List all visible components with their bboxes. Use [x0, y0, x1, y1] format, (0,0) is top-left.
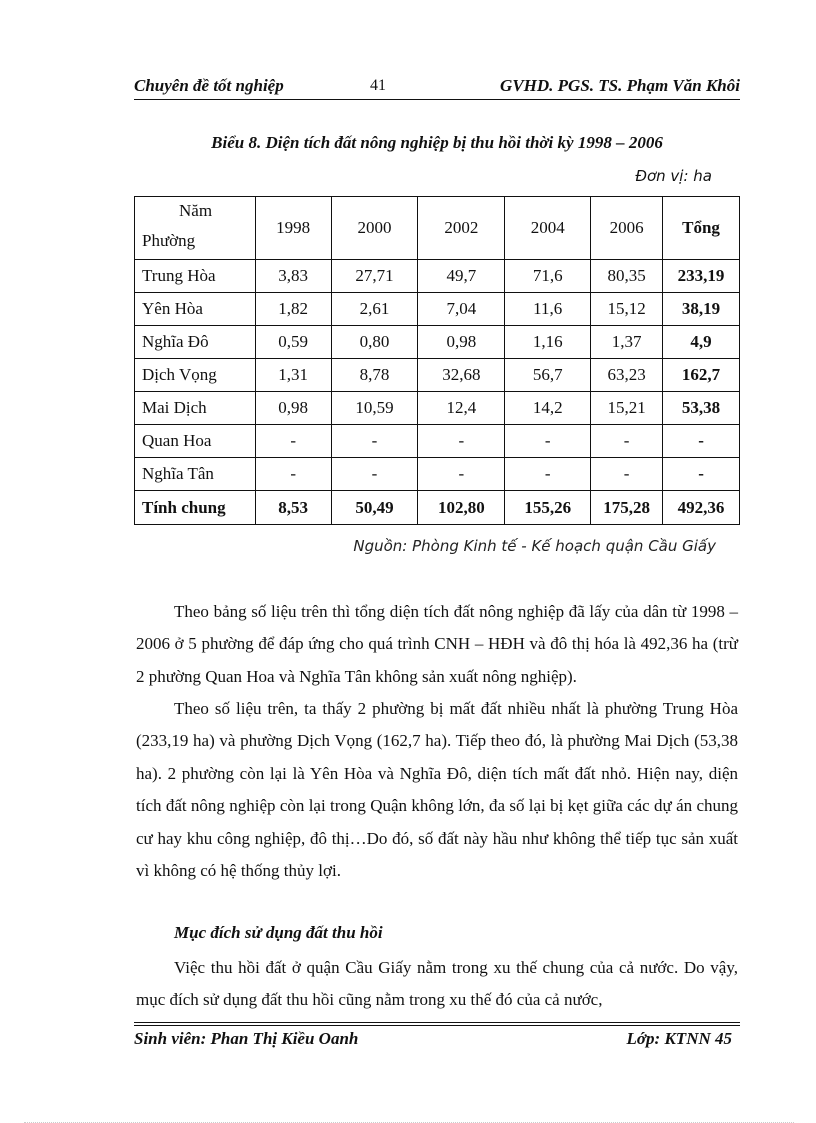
ward-name: Quan Hoa	[135, 425, 256, 458]
row-total: 162,7	[663, 359, 740, 392]
table-row	[135, 458, 740, 491]
table-cell: -	[505, 458, 591, 491]
table-row	[135, 293, 740, 326]
row-total: -	[663, 458, 740, 491]
table-cell: 1,37	[591, 326, 663, 359]
table-row	[135, 326, 740, 359]
table-cell: 10,59	[331, 392, 418, 425]
row-total: 53,38	[663, 392, 740, 425]
table-cell: 1,31	[255, 359, 331, 392]
table-row	[135, 260, 740, 293]
summary-row	[135, 491, 740, 525]
table-cell: 15,21	[591, 392, 663, 425]
table-cell: -	[418, 425, 505, 458]
section-subheading: Mục đích sử dụng đất thu hồi	[174, 923, 383, 942]
ward-name: Dịch Vọng	[135, 359, 256, 392]
table-row	[135, 425, 740, 458]
table-cell: -	[591, 458, 663, 491]
table-cell: 1,82	[255, 293, 331, 326]
land-table	[134, 196, 740, 525]
summary-cell: 8,53	[255, 491, 331, 525]
summary-total: 492,36	[663, 491, 740, 525]
table-cell: 49,7	[418, 260, 505, 293]
table-caption: Biểu 8. Diện tích đất nông nghiệp bị thu hồi thời kỳ 1998 – 2006	[211, 133, 663, 152]
table-cell: 32,68	[418, 359, 505, 392]
table-cell: -	[591, 425, 663, 458]
table-cell: 56,7	[505, 359, 591, 392]
header-rule	[134, 99, 740, 100]
summary-cell: 155,26	[505, 491, 591, 525]
table-cell: 14,2	[505, 392, 591, 425]
footer-rule	[134, 1022, 740, 1023]
corner-year-label: Năm	[179, 201, 213, 220]
table-cell: -	[505, 425, 591, 458]
table-cell: 15,12	[591, 293, 663, 326]
body-paragraph: Việc thu hồi đất ở quận Cầu Giấy nằm trong xu thế chung của cả nước. Do vậy, mục đích sử dụng đất thu hồi cũng nằm trong xu thế đó của cả nước,	[136, 958, 738, 1010]
ward-name: Yên Hòa	[135, 293, 256, 326]
table-cell: 80,35	[591, 260, 663, 293]
table-cell: 71,6	[505, 260, 591, 293]
page-header	[134, 76, 740, 98]
page-number: 41	[370, 77, 386, 94]
header-title: Chuyên đề tốt nghiệp	[134, 76, 284, 95]
footer-class: Lớp: KTNN 45	[626, 1029, 732, 1048]
table-cell: 0,98	[255, 392, 331, 425]
body-paragraph: Theo số liệu trên, ta thấy 2 phường bị mất đất nhiều nhất là phường Trung Hòa (233,19 ha) và phường Dịch Vọng (162,7 ha). Tiếp theo đó, là phường Mai Dịch (53,38 ha). 2 phường còn lại là Yên Hòa và Nghĩa Đô, diện tích mất đất nhỏ. Hiện nay, diện tích đất nông nghiệp còn lại trong Quận không lớn, đa số lại bị kẹt giữa các dự án chung cư hay khu công nghiệp, đô thị…Do đó, số đất này hầu như không thể tiếp tục sản xuất vì không có hệ thống thủy lợi.	[136, 699, 738, 881]
column-header: 2006	[591, 197, 663, 260]
table-cell: -	[418, 458, 505, 491]
summary-cell: 175,28	[591, 491, 663, 525]
column-header: 2000	[331, 197, 418, 260]
table-cell: -	[331, 425, 418, 458]
ward-name: Nghĩa Đô	[135, 326, 256, 359]
unit-label: Đơn vị: ha	[635, 167, 712, 185]
table-header-row	[135, 197, 740, 260]
ward-name: Trung Hòa	[135, 260, 256, 293]
source-note: Nguồn: Phòng Kinh tế - Kế hoạch quận Cầu Giấy	[353, 537, 716, 555]
footer-rule	[134, 1025, 740, 1026]
table-cell: 0,59	[255, 326, 331, 359]
table-cell: 8,78	[331, 359, 418, 392]
table-cell: 0,80	[331, 326, 418, 359]
table-cell: 27,71	[331, 260, 418, 293]
body-paragraph: Theo bảng số liệu trên thì tổng diện tích đất nông nghiệp đã lấy của dân từ 1998 – 2006 ở 5 phường để đáp ứng cho quá trình CNH – HĐH và đô thị hóa là 492,36 ha (trừ 2 phường Quan Hoa và Nghĩa Tân không sản xuất nông nghiệp).	[136, 602, 738, 686]
row-total: 4,9	[663, 326, 740, 359]
table-cell: 63,23	[591, 359, 663, 392]
table-cell: 3,83	[255, 260, 331, 293]
summary-cell: 50,49	[331, 491, 418, 525]
row-total: -	[663, 425, 740, 458]
summary-label: Tính chung	[135, 491, 256, 525]
summary-cell: 102,80	[418, 491, 505, 525]
column-header-total: Tổng	[663, 197, 740, 260]
page-footer	[134, 1029, 732, 1051]
table-cell: 2,61	[331, 293, 418, 326]
table-row	[135, 359, 740, 392]
table-cell: 12,4	[418, 392, 505, 425]
corner-ward-label: Phường	[142, 231, 196, 250]
row-total: 233,19	[663, 260, 740, 293]
table-cell: 7,04	[418, 293, 505, 326]
header-advisor: GVHD. PGS. TS. Phạm Văn Khôi	[500, 76, 740, 95]
table-cell: 0,98	[418, 326, 505, 359]
ward-name: Mai Dịch	[135, 392, 256, 425]
corner-cell	[135, 197, 256, 260]
table-cell: -	[331, 458, 418, 491]
column-header: 2002	[418, 197, 505, 260]
table-cell: -	[255, 458, 331, 491]
footer-student: Sinh viên: Phan Thị Kiều Oanh	[134, 1029, 359, 1048]
column-header: 2004	[505, 197, 591, 260]
column-header: 1998	[255, 197, 331, 260]
row-total: 38,19	[663, 293, 740, 326]
table-cell: 11,6	[505, 293, 591, 326]
table-cell: 1,16	[505, 326, 591, 359]
table-cell: -	[255, 425, 331, 458]
ward-name: Nghĩa Tân	[135, 458, 256, 491]
table-row	[135, 392, 740, 425]
